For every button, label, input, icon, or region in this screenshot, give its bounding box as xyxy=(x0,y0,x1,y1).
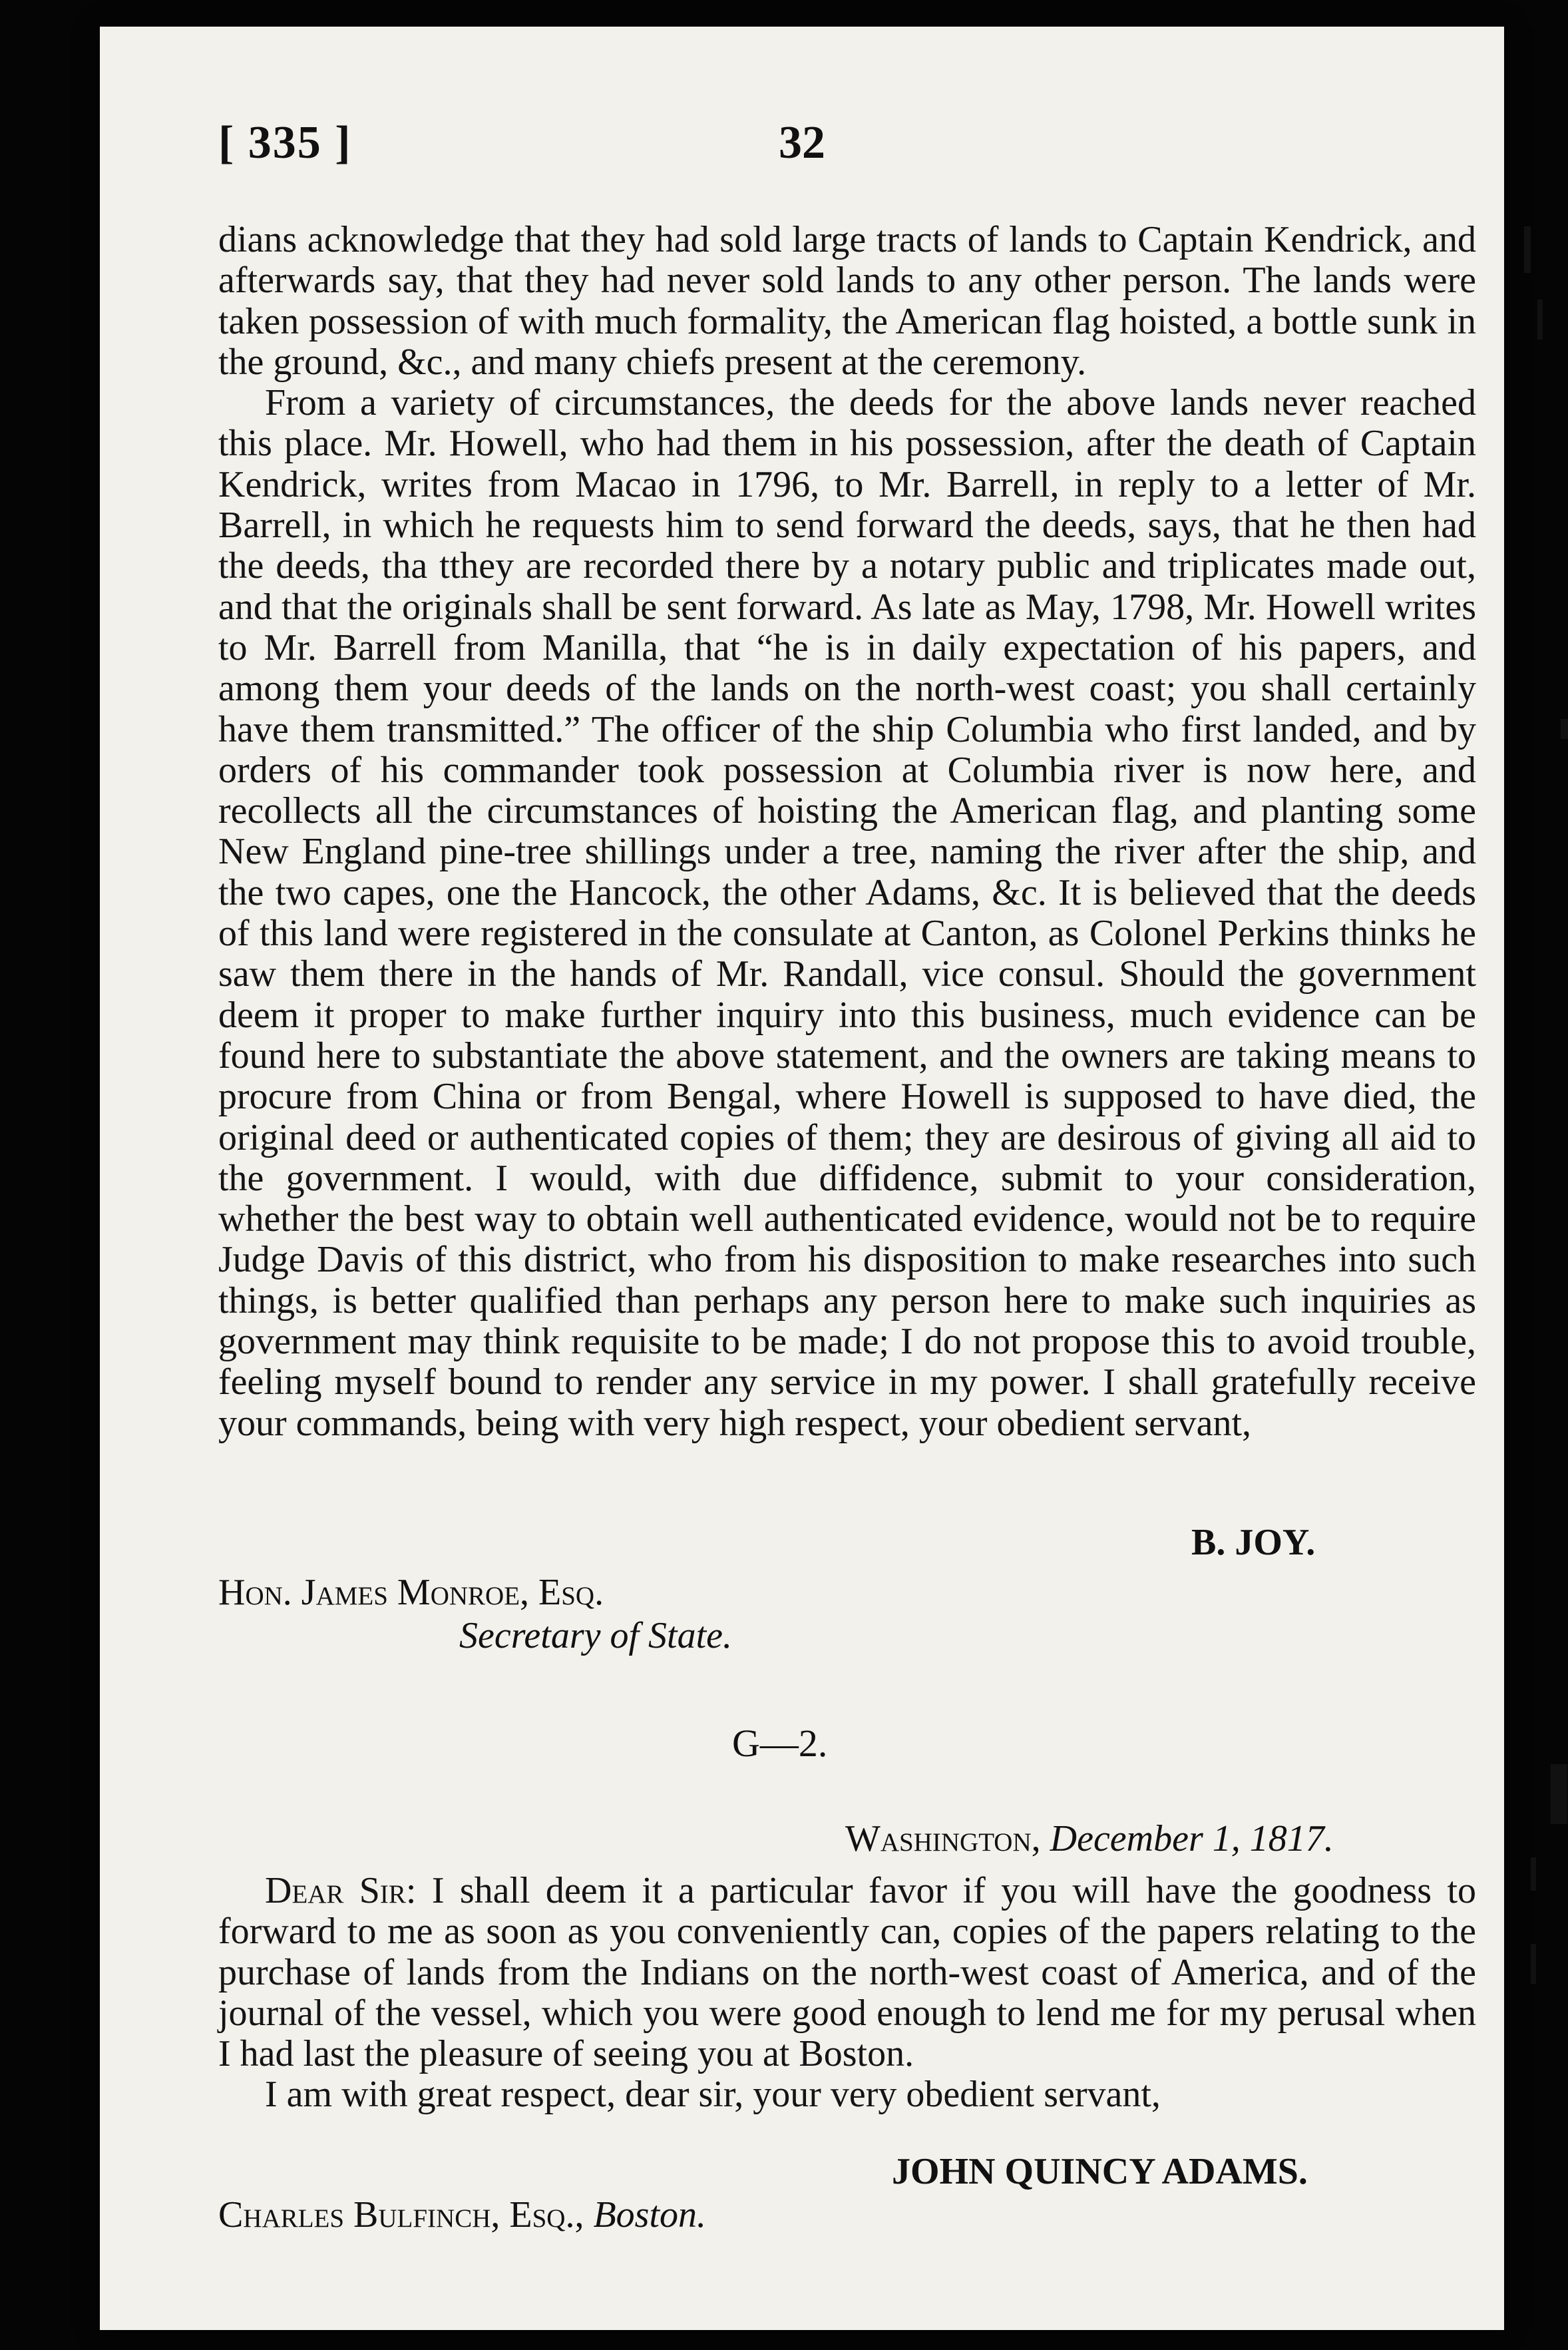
edge-mark xyxy=(1561,719,1568,739)
salutation: Dear Sir: xyxy=(265,1870,417,1911)
closing: I am with great respect, dear sir, your very obedient servant, xyxy=(265,2074,1161,2116)
addressee-place: Boston. xyxy=(593,2194,707,2235)
edge-mark xyxy=(1537,300,1543,340)
edge-mark xyxy=(1551,1764,1567,1824)
dateline-place: Washington, xyxy=(845,1818,1041,1859)
dateline xyxy=(845,1817,1334,1860)
paragraph: dians acknowledge that they had sold large tracts of lands to Captain Kendrick, and afterwards say, that they had never sold lands to any other person. The lands were taken possession of with much formality, the American flag hoisted, a bottle sunk in the ground, &c., and many chiefs present at the ceremony. xyxy=(218,219,1476,383)
addressee-name: Hon. James Monroe, Esq. xyxy=(218,1572,604,1613)
edge-mark xyxy=(1524,226,1531,273)
edge-mark xyxy=(1531,1944,1536,1984)
addressee xyxy=(218,2194,706,2236)
edge-mark xyxy=(1531,1857,1536,1891)
signature: B. JOY. xyxy=(1191,1522,1316,1563)
paragraph xyxy=(218,1871,1476,2074)
body-text: I shall deem it a particular favor if you will have the goodness to forward to me as soon as you conveniently can, copies of the papers relating to the purchase of lands from the Indians on the north-west coast of America, and of the journal of the vessel, which you were good enough to lend me for my perusal when I had last the pleasure of seeing you at Boston. xyxy=(218,1870,1476,2075)
document-number: [ 335 ] xyxy=(218,117,352,168)
addressee-name: Charles Bulfinch, Esq., xyxy=(218,2194,584,2235)
addressee-title: Secretary of State. xyxy=(459,1615,733,1656)
letter-body xyxy=(218,220,1476,1444)
dateline-date: December 1, 1817. xyxy=(1050,1818,1334,1859)
letter-body xyxy=(218,1871,1476,2116)
document-page xyxy=(100,27,1504,2330)
page-number: 32 xyxy=(779,117,825,168)
section-heading: G—2. xyxy=(732,1722,828,1765)
paragraph: From a variety of circumstances, the deeds for the above lands never reached this place. Mr. Howell, who had them in his possession, after the death of Captain Kendrick, writes from Macao in 1796, to Mr. Barrell, in reply to a letter of Mr. Barrell, in which he requests him to send forward the deeds, says, that he then had the deeds, tha tthey are recorded there by a notary public and triplicates made out, and that the originals shall be sent forward. As late as May, 1798, Mr. Howell writes to Mr. Barrell from Manilla, that “he is in daily expectation of his papers, and among them your deeds of the lands on the north-west coast; you shall certainly have them transmitted.” The officer of the ship Columbia who first landed, and by orders of his commander took possession at Columbia river is now here, and recollects all the circumstances of hoisting the American flag, and planting some New England pine-tree shillings under a tree, naming the river after the ship, and the two capes, one the Hancock, the other Adams, &c. It is believed that the deeds of this land were registered in the consulate at Canton, as Colonel Perkins thinks he saw them there in the hands of Mr. Randall, vice consul. Should the government deem it proper to make further inquiry into this business, much evidence can be found here to substantiate the above statement, and the owners are taking means to procure from China or from Bengal, where Howell is supposed to have died, the original deed or authenticated copies of them; they are desirous of giving all aid to the government. I would, with due diffidence, submit to your consideration, whether the best way to obtain well authenticated evidence, would not be to require Judge Davis of this district, who from his disposition to make researches into such things, is better qualified than perhaps any person here to make such inquiries as government may think requisite to be made; I do not propose this to avoid trouble, feeling myself bound to render any service in my power. I shall gratefully receive your commands, being with very high respect, your obedient servant, xyxy=(218,382,1476,1444)
signature: JOHN QUINCY ADAMS. xyxy=(892,2151,1308,2192)
